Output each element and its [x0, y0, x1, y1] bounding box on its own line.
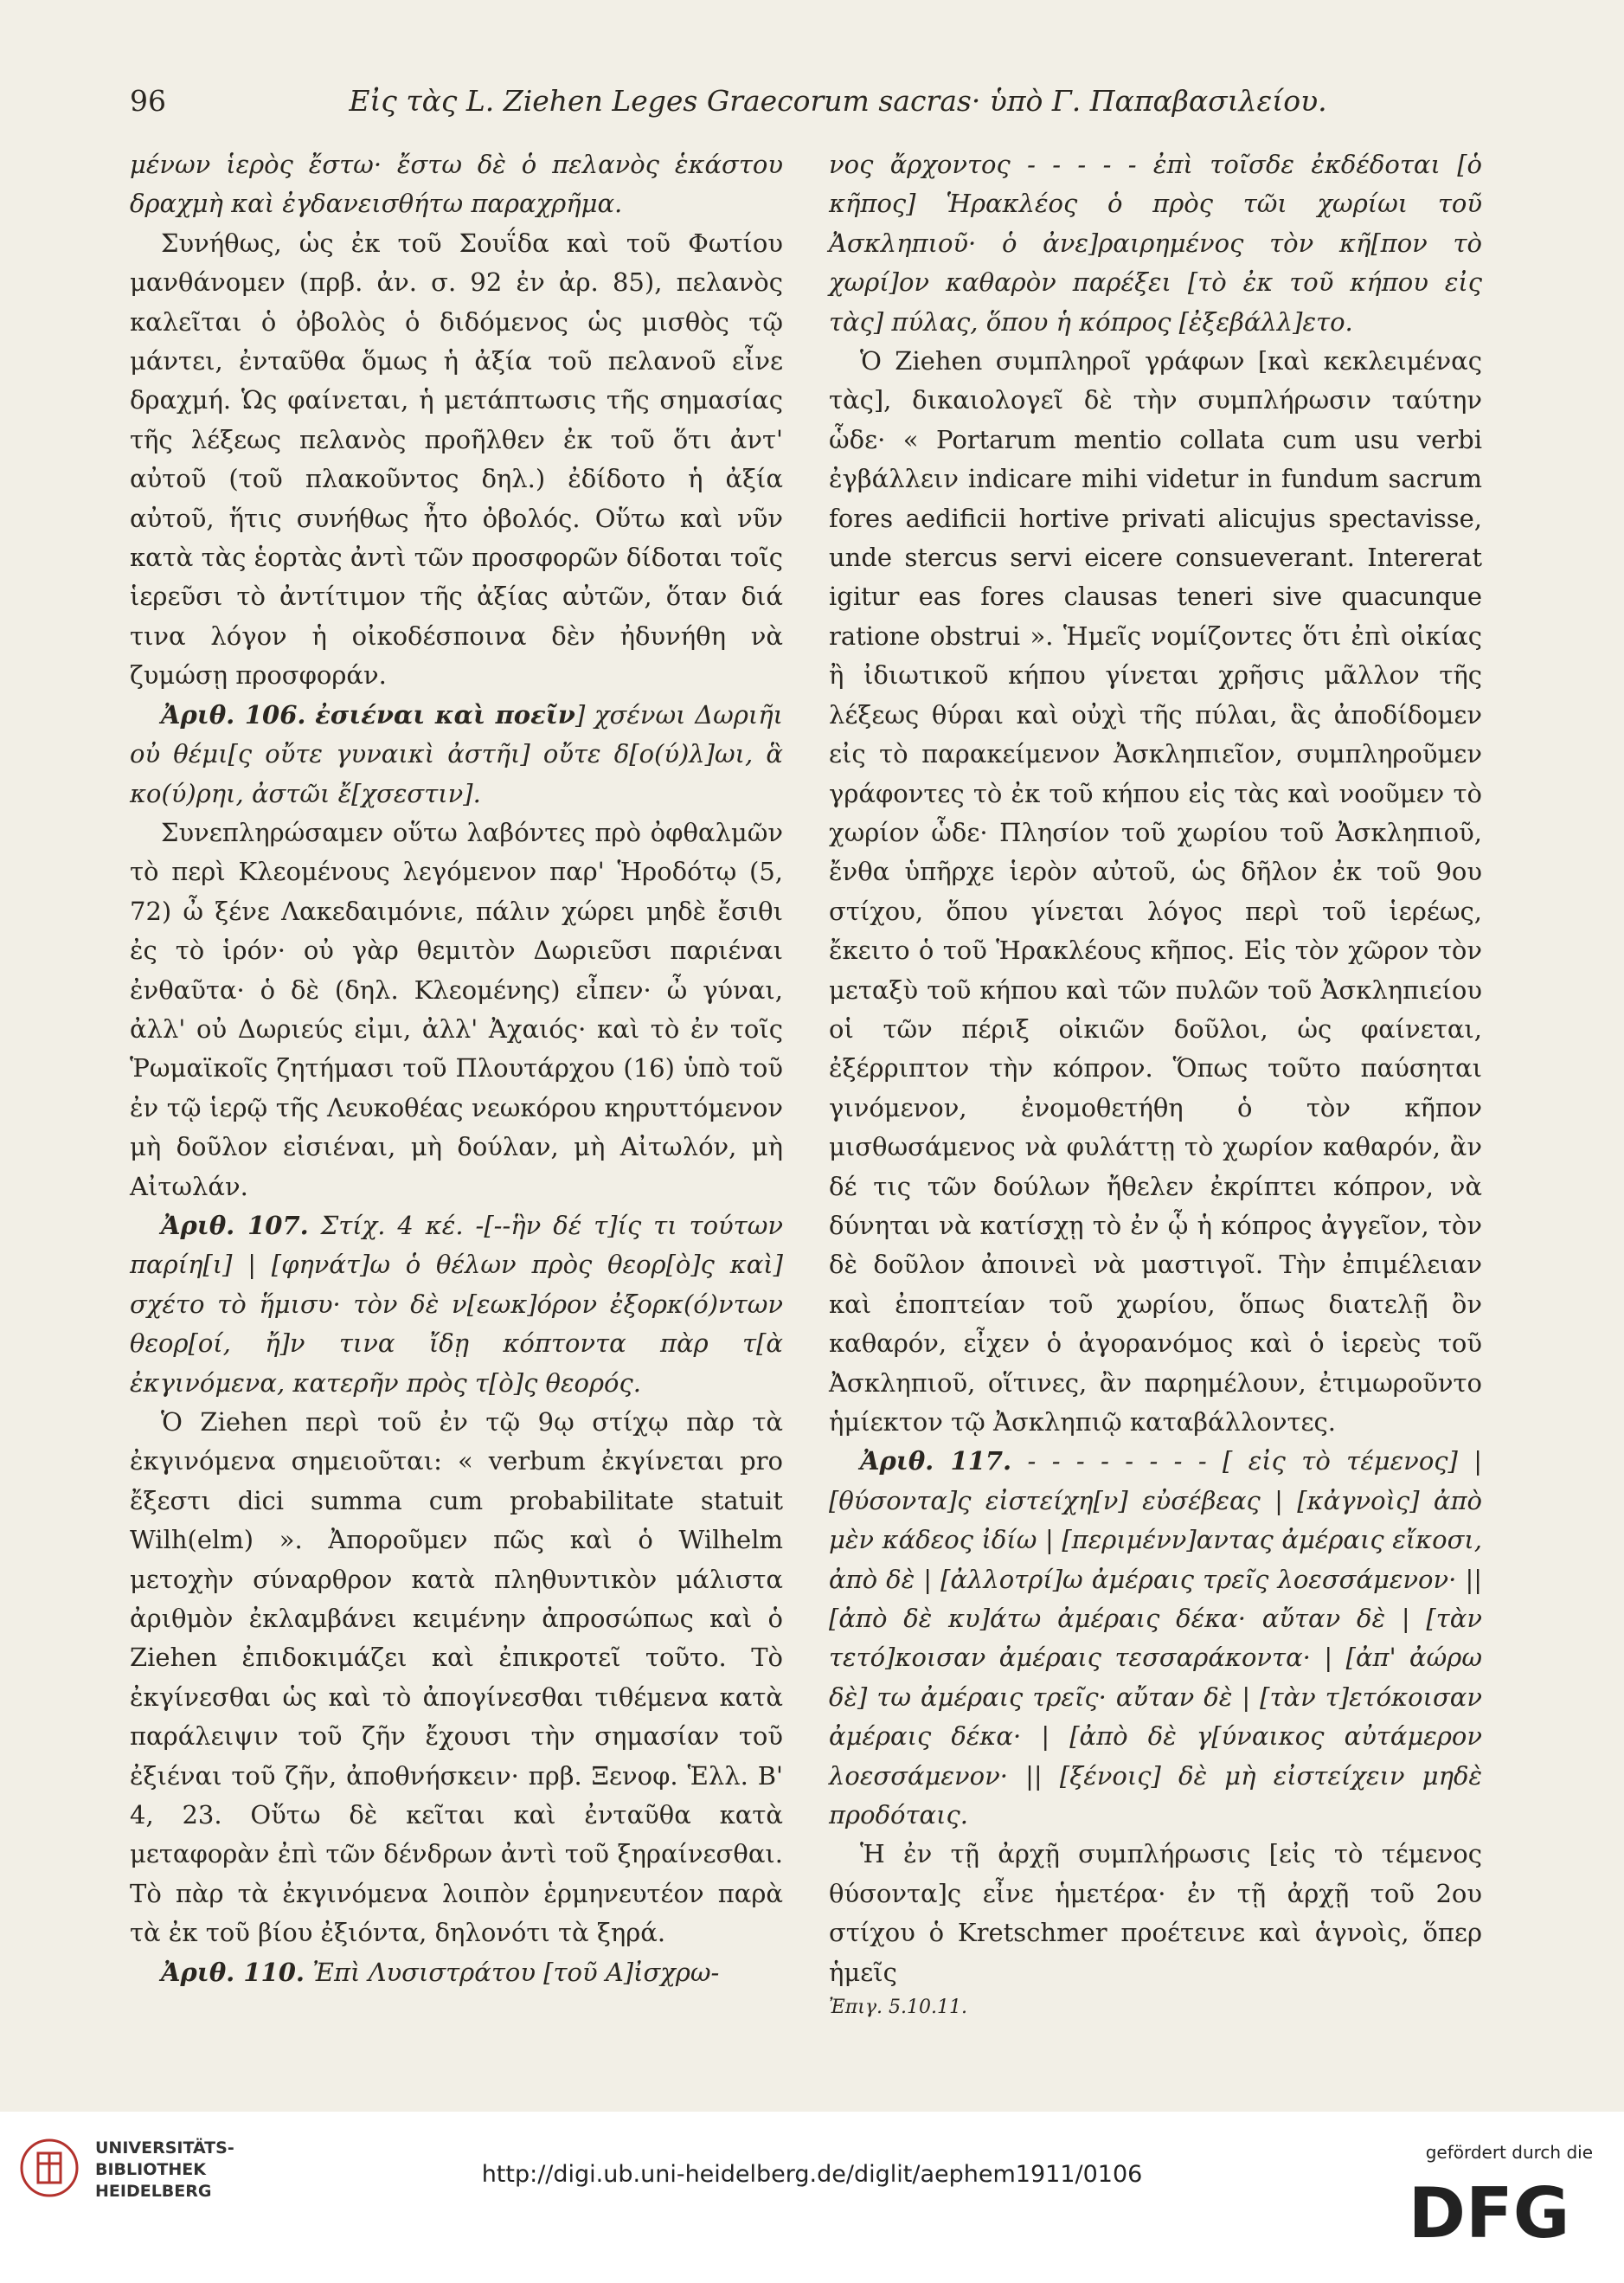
page-number: 96	[130, 84, 166, 118]
entry-107	[130, 1206, 783, 1403]
paragraph: νος ἄρχοντος - - - - - ἐπὶ τοῖσδε ἐκδέδοται [ὁ κῆπος] Ἡρακλέος ὁ πρὸς τῶι χωρίωι τοῦ Ἀσκληπιοῦ· ὁ ἀνε]ραιρημένος τὸν κῆ[πον τὸ χωρί]ον καθαρὸν παρέξει [τὸ ἐκ τοῦ κήπου εἰς τὰς] πύλας, ὅπου ἡ κόπρος [ἐξεβάλλ]ετο.	[829, 150, 1482, 337]
entry-117	[829, 1442, 1482, 1835]
dfg-logo-text: DFG	[1408, 2173, 1570, 2250]
entry-106	[130, 696, 783, 814]
paragraph: Ἡ ἐν τῇ ἀρχῇ συμπλήρωσις [εἰς τὸ τέμενος θύσοντα]ς εἶνε ἡμετέρα· ἐν τῇ ἀρχῇ τοῦ 2ου στίχου ὁ Kretschmer προέτεινε καὶ ἁγνοὶς, ὅπερ ἡμεῖς	[829, 1839, 1482, 1987]
right-column	[829, 145, 1482, 2023]
inscription-text: ] χσένωι Δωριῆι οὐ θέμι[ς οὔτε γυναικὶ ἀστῆι] οὔτε δ[ο(ύ)λ]ωι, ἃ κο(ύ)ρηι, ἀστῶι ἔ[χσεστιν].	[130, 699, 783, 808]
entry-label: Ἀριθ. 106.	[161, 699, 306, 730]
library-line: BIBLIOTHEK	[95, 2160, 206, 2179]
funding-label: gefördert durch die	[1425, 2142, 1593, 2163]
page-header	[130, 80, 1494, 123]
bold-reading: ἐσιέναι καὶ ποεῖν	[315, 699, 575, 730]
library-line: UNIVERSITÄTS-	[95, 2138, 234, 2158]
running-title: Εἰς τὰς L. Ziehen Leges Graecorum sacras· ὑπὸ Γ. Παπαβασιλείου.	[349, 84, 1327, 118]
permalink[interactable]: http://digi.ub.uni-heidelberg.de/diglit/aephem1911/0106	[481, 2161, 1143, 2188]
entry-label: Ἀριθ. 117.	[860, 1446, 1012, 1476]
left-column	[130, 145, 783, 1992]
entry-label: Ἀριθ. 107.	[161, 1210, 309, 1240]
inscription-text: Στίχ. 4 κέ. -[--ἣν δέ τ]ίς τι τούτων παρίη[ι] | [φηνάτ]ω ὁ θέλων πρὸς θεορ[ὸ]ς καὶ] σχέτο τὸ ἥμισυ· τὸν δὲ ν[εωκ]όρον ἐξορκ(ό)ντων θεορ[οί, ἤ]ν τινα ἴδῃ κόπτοντα πὰρ τ[ὰ ἐκγινόμενα, κατερῆν πρὸς τ[ὸ]ς θεορός.	[130, 1210, 783, 1398]
footer-bar	[0, 2112, 1624, 2283]
paragraph: Συνήθως, ὡς ἐκ τοῦ Σουΐδα καὶ τοῦ Φωτίου μανθάνομεν (πρβ. ἀν. σ. 92 ἐν ἀρ. 85), πελανὸς καλεῖται ὁ ὀβολὸς ὁ διδόμενος ὡς μισθὸς τῷ μάντει, ἐνταῦθα ὅμως ἡ ἀξία τοῦ πελανοῦ εἶνε δραχμή. Ὡς φαίνεται, ἡ μετάπτωσις τῆς σημασίας τῆς λέξεως πελανὸς προῆλθεν ἐκ τοῦ ὅτι ἀντ' αὐτοῦ (τοῦ πλακοῦντος δηλ.) ἐδίδοτο ἡ ἀξία αὐτοῦ, ἥτις συνήθως ἦτο ὀβολός. Οὕτω καὶ νῦν κατὰ τὰς ἑορτὰς ἀντὶ τῶν προσφορῶν δίδοται τοῖς ἱερεῦσι τὸ ἀντίτιμον τῆς ἀξίας αὐτῶν, ὅταν διά τινα λόγον ἡ οἰκοδέσποινα δὲν ἠδυνήθη νὰ ζυμώσῃ προσφοράν.	[130, 228, 783, 691]
inscription-text: - - - - - - - - [ εἰς τὸ τέμενος] | [θύσοντα]ς εἰστείχη[ν] εὐσέβεας | [κἀγνοὶς] ἀπὸ μὲν κάδεος ἰδίω | [περιμένν]αντας ἀμέραις εἴκοσι, ἀπὸ δὲ | [ἀλλοτρί]ω ἀμέραις τρεῖς λοεσσάμενον· || [ἀπὸ δὲ κυ]άτω ἀμέραις δέκα· αὔταν δὲ | [τὰν τετό]κοισαν ἀμέραις τεσσαράκοντα· | [ἀπ' ἀώρω δὲ] τω ἀμέραις τρεῖς· αὔταν δὲ | [τὰν τ]ετόκοισαν ἀμέραις δέκα· | [ἀπὸ δὲ γ[ύναικος αὐτάμερον λοεσσάμενον· || [ξένοις] δὲ μὴ εἰστείχειν μηδὲ προδόταις.	[829, 1446, 1482, 1830]
signature: Ἐπιγ. 5.10.11.	[829, 1997, 967, 2019]
library-line: HEIDELBERG	[95, 2182, 212, 2201]
paragraph: Ὁ Ziehen περὶ τοῦ ἐν τῷ 9ῳ στίχῳ πὰρ τὰ ἐκγινόμενα σημειοῦται: « verbum ἐκγίνεται pro ἔξεστι dici summa cum probabilitate statuit Wilh(elm) ». Ἀποροῦμεν πῶς καὶ ὁ Wilhelm μετοχὴν σύναρθρον κατὰ πληθυντικὸν μάλιστα ἀριθμὸν ἐκλαμβάνει κειμένην ἀπροσώπως καὶ ὁ Ziehen ἐπιδοκιμάζει καὶ ἐπικροτεῖ τοῦτο. Τὸ ἐκγίνεσθαι ὡς καὶ τὸ ἀπογίνεσθαι τιθέμενα κατὰ παράλειψιν τοῦ ζῆν ἔχουσι τὴν σημασίαν τοῦ ἐξιέναι τοῦ ζῆν, ἀποθνήσκειν· πρβ. Ξενοφ. Ἑλλ. Β' 4, 23. Οὕτω δὲ κεῖται καὶ ἐνταῦθα κατὰ μεταφορὰν ἐπὶ τῶν δένδρων ἀντὶ τοῦ ξηραίνεσθαι. Τὸ πὰρ τὰ ἐκγινόμενα λοιπὸν ἑρμηνευτέον παρὰ τὰ ἐκ τοῦ βίου ἐξιόντα, δηλονότι τὰ ξηρά.	[130, 1407, 783, 1948]
paragraph: Συνεπληρώσαμεν οὕτω λαβόντες πρὸ ὀφθαλμῶν τὸ περὶ Κλεομένους λεγόμενον παρ' Ἡροδότῳ (5, 72) ὦ ξένε Λακεδαιμόνιε, πάλιν χώρει μηδὲ ἔσιθι ἐς τὸ ἱρόν· οὐ γὰρ θεμιτὸν Δωριεῦσι παριέναι ἐνθαῦτα· ὁ δὲ (δηλ. Κλεομένης) εἶπεν· ὦ γύναι, ἀλλ' οὐ Δωριεύς εἰμι, ἀλλ' Ἀχαιός· καὶ τὸ ἐν τοῖς Ῥωμαϊκοῖς ζητήμασι τοῦ Πλουτάρχου (16) ὑπὸ τοῦ ἐν τῷ ἱερῷ τῆς Λευκοθέας νεωκόρου κηρυττόμενον μὴ δοῦλον εἰσιέναι, μὴ δούλαν, μὴ Αἰτωλόν, μὴ Αἰτωλάν.	[130, 817, 783, 1201]
dfg-logo	[1385, 2172, 1593, 2250]
entry-110	[130, 1953, 783, 1992]
inscription-text: Ἐπὶ Λυσιστράτου [τοῦ Α]ἰσχρω-	[312, 1957, 720, 1987]
paragraph: μένων ἱερὸς ἔστω· ἔστω δὲ ὁ πελανὸς ἑκάστου δραχμὴ καὶ ἐγδανεισθήτω παραχρῆμα.	[130, 150, 783, 219]
entry-label: Ἀριθ. 110.	[161, 1957, 305, 1987]
paragraph: Ὁ Ziehen συμπληροῖ γράφων [καὶ κεκλειμένας τὰς], δικαιολογεῖ δὲ τὴν συμπλήρωσιν ταύτην ὧδε· « Portarum mentio collata cum usu verbi ἐγβάλλειν indicare mihi videtur in fundum sacrum fores aedificii hortive privati alicujus spectavisse, unde stercus servi eicere consueverant. Intererat igitur eas fores clausas teneri sive quacunque ratione obstrui ». Ἡμεῖς νομίζοντες ὅτι ἐπὶ οἰκίας ἢ ἰδιωτικοῦ κήπου γίνεται χρῆσις μᾶλλον τῆς λέξεως θύραι καὶ οὐχὶ τῆς πύλαι, ἃς ἀποδίδομεν εἰς τὸ παρακείμενον Ἀσκληπιεῖον, συμπληροῦμεν γράφοντες τὸ ἐκ τοῦ κήπου εἰς τὰς καὶ νοοῦμεν τὸ χωρίον ὧδε· Πλησίον τοῦ χωρίου τοῦ Ἀσκληπιοῦ, ἔνθα ὑπῆρχε ἱερὸν αὐτοῦ, ὡς δῆλον ἐκ τοῦ 9ου στίχου, ὅπου γίνεται λόγος περὶ τοῦ ἱερέως, ἔκειτο ὁ τοῦ Ἡρακλέους κῆπος. Εἰς τὸν χῶρον τὸν μεταξὺ τοῦ κήπου καὶ τῶν πυλῶν τοῦ Ἀσκληπιείου οἱ τῶν πέριξ οἰκιῶν δοῦλοι, ὡς φαίνεται, ἐξέρριπτον τὴν κόπρον. Ὅπως τοῦτο παύσηται γινόμενον, ἐνομοθετήθη ὁ τὸν κῆπον μισθωσάμενος νὰ φυλάττῃ τὸ χωρίον καθαρόν, ἂν δέ τις τῶν δούλων ἤθελεν ἐκρίπτει κόπρον, νὰ δύνηται νὰ κατίσχῃ τὸ ἐν ᾧ ἡ κόπρος ἀγγεῖον, τὸν δὲ δοῦλον ἀποινεὶ νὰ μαστιγοῖ. Τὴν ἐπιμέλειαν καὶ ἐποπτείαν τοῦ χωρίου, ὅπως διατελῇ ὂν καθαρόν, εἶχεν ὁ ἀγορανόμος καὶ ὁ ἱερεὺς τοῦ Ἀσκληπιοῦ, οἵτινες, ἂν παρημέλουν, ἐτιμωροῦντο ἡμίεκτον τῷ Ἀσκληπιῷ καταβάλλοντες.	[829, 346, 1482, 1437]
